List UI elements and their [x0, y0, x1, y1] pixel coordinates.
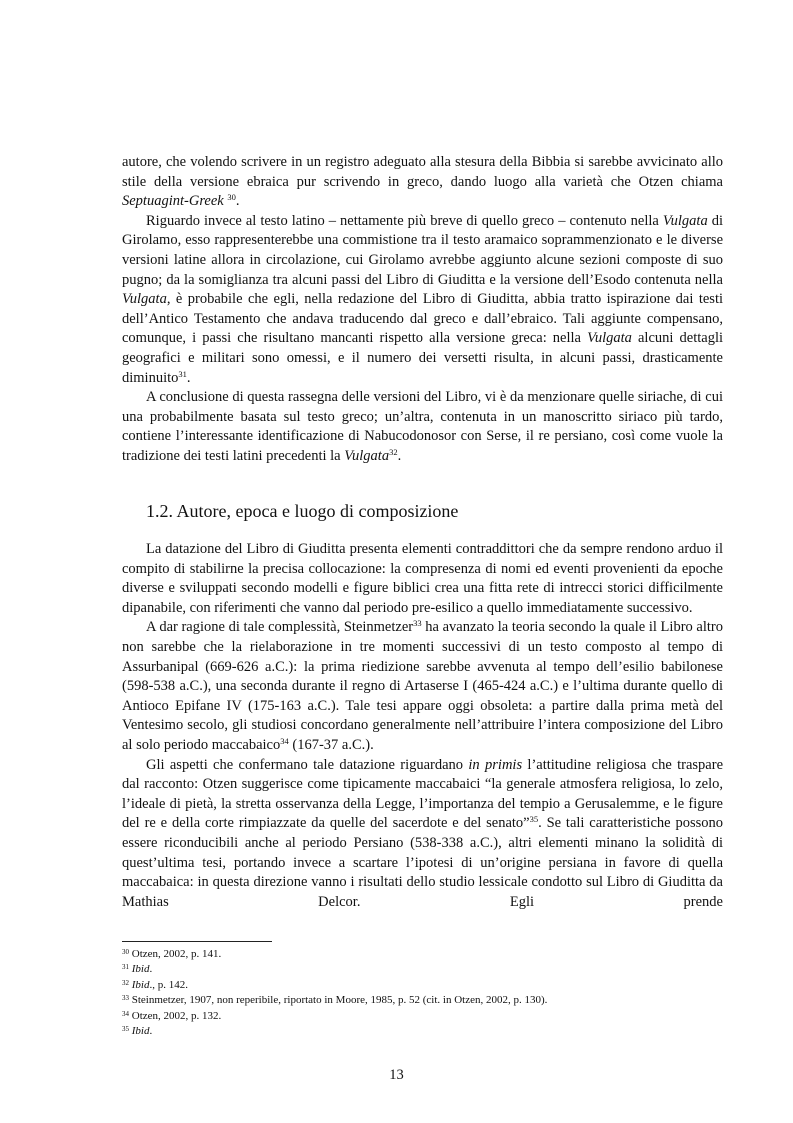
text-run: Riguardo invece al testo latino – nettamente più breve di quello greco – contenuto nella [146, 212, 663, 229]
footnote [122, 1024, 723, 1039]
text-run: Steinmetzer, 1907, non reperibile, riportato in Moore, 1985, p. 52 (cit. in Otzen, 2002, p. 130). [131, 994, 548, 1007]
text-run: l’attitudine religiosa che traspare dal racconto: Otzen suggerisce come tipicamente maccabaici “la generale atmosfera religiosa, lo zelo, l’ideale di pietà, la stretta osservanza della Legge, l’importanza del tempio a Gerusalemme, e le figure del re e della corte rimpiazzate da quelle del sacerdote e del senato” [122, 756, 724, 832]
text-run: autore, che volendo scrivere in un registro adeguato alla stesura della Bibbia si sarebbe avvicinato allo stile della versione ebraica pur scrivendo in greco, dando luogo alla varietà che Otzen chiama [122, 154, 723, 190]
text-run: . [235, 193, 240, 210]
footnote-separator [122, 941, 272, 942]
footnote-ref: 30 [227, 192, 236, 203]
footnotes [122, 947, 723, 1039]
text-run: , è probabile che egli, nella redazione del Libro di Giuditta, abbia tratto ispirazione dai testi dell’Antico Testamento che andava traducendo dal greco e dall’ebraico. Tali aggiunte compensano, comunque, i passi che risultano mancanti rispetto alla versione greca: nella [122, 291, 723, 347]
footnote-number: 31 [122, 963, 129, 972]
body-text-top [122, 153, 723, 467]
text-run: . [149, 1025, 153, 1038]
text-run: La datazione del Libro di Giuditta presenta elementi contraddittori che da sempre rendono arduo il compito di stabilirne la precisa collocazione: la compresenza di nomi ed eventi provenienti da epoche diverse e sviluppati secondo modelli e figure biblici crea una fitta rete di intrecci storici difficilmente dipanabile, con riferimenti che vanno dal periodo pre-esilico a quello immediatamente successivo. [122, 541, 723, 616]
text-run: . [149, 963, 153, 976]
text-run: Otzen, 2002, p. 132. [131, 1009, 222, 1022]
paragraph [122, 388, 723, 466]
footnote-ref: 34 [280, 735, 289, 746]
footnote [122, 962, 723, 977]
paragraph [122, 618, 723, 755]
footnote-number: 30 [122, 948, 129, 956]
paragraph [122, 540, 723, 618]
italic-text: Ibid [131, 1025, 150, 1038]
footnote [122, 993, 723, 1008]
paragraph [122, 153, 723, 212]
footnote-ref: 33 [413, 618, 422, 629]
text-run: Otzen, 2002, p. 141. [131, 948, 222, 960]
page-number: 13 [389, 1067, 404, 1083]
italic-text: Ibid [131, 978, 150, 991]
body-text-bottom [122, 540, 723, 912]
italic-text: Vulgata [662, 212, 708, 229]
italic-text: Septuagint-Greek [122, 193, 224, 210]
footnote-ref: 32 [389, 446, 398, 457]
footnote [122, 978, 723, 993]
footnote-number: 33 [122, 994, 129, 1003]
footnote-number: 35 [122, 1025, 129, 1034]
text-run: (167-37 a.C.). [288, 736, 374, 753]
text-run: ha avanzato la teoria secondo la quale il Libro altro non sarebbe che la rielaborazione in tre momenti successivi di un testo composto al tempo di Assurbanipal (669-626 a.C.): la prima riedizione sarebbe avvenuta al tempo dell’esilio babilonese (598-538 a.C.), una seconda durante il regno di Artaserse I (465-424 a.C.) e l’ultima durante quello di Antioco Epifane IV (175-163 a.C.). Tale tesi appare oggi obsoleta: a partire dalla prima metà del Ventesimo secolo, gli studiosi concordano generalmente nell’attribuire l’intera composizione del Libro al solo periodo maccabaico [122, 619, 723, 753]
italic-text: Ibid [131, 963, 150, 976]
footnote-ref: 35 [529, 814, 539, 825]
italic-text: in primis [468, 756, 523, 773]
text-run: A conclusione di questa rassegna delle versioni del Libro, vi è da menzionare quelle siriache, di cui una probabilmente basata sul testo greco; un’altra, contenuta in un manoscritto siriaco più tardo, contiene l’interessante identificazione di Nabucodonosor con Serse, il re persiano, così come vuole la tradizione dei testi latini precedenti la [122, 389, 723, 464]
paragraph [122, 756, 723, 913]
footnote-number: 34 [122, 1009, 129, 1018]
italic-text: Vulgata [344, 447, 390, 464]
paragraph [122, 212, 723, 388]
footnote-ref: 31 [178, 368, 187, 379]
text-run: . [397, 447, 402, 464]
text-run: Gli aspetti che confermano tale datazione riguardano [146, 756, 469, 773]
text-run: . [186, 369, 191, 386]
footnote-number: 32 [122, 978, 129, 987]
italic-text: Vulgata [122, 291, 167, 308]
text-run: ., p. 142. [149, 978, 188, 991]
text-run: . Se tali caratteristiche possono essere riconducibili anche al periodo Persiano (538-338 a.C.), altri elementi minano la solidità di quest’ultima tesi, portando invece a scartare l’ipotesi di un’origine persiana in favore di quella maccabaica: in questa direzione vanno i risultati dello studio lessicale condotto sul Libro di Giuditta da Mathias Delcor. Egli prende [122, 815, 723, 910]
italic-text: Vulgata [587, 330, 632, 347]
section-heading: 1.2. Autore, epoca e luogo di composizione [146, 501, 459, 521]
footnote [122, 947, 723, 962]
footnote [122, 1009, 723, 1024]
text-run: A dar ragione di tale complessità, Steinmetzer [146, 619, 414, 636]
text-run: alcuni dettagli geografici e militari sono omessi, e il numero dei versetti risulta, in alcuni passi, drasticamente diminuito [122, 330, 723, 386]
text-run: di Girolamo, esso rappresenterebbe una commistione tra il testo aramaico soprammenzionato e le diverse versioni latine allora in circolazione, cui Girolamo avrebbe aggiunto alcune sezioni composte di suo pugno; da la somiglianza tra alcuni passi del Libro di Giuditta e la versione dell’Esodo contenuta nella [122, 212, 723, 288]
